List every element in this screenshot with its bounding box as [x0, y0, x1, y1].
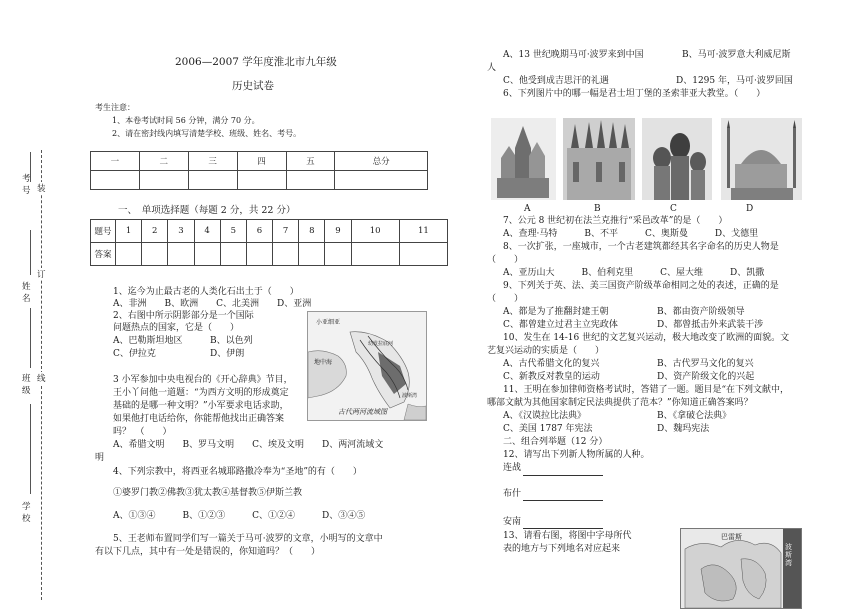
- hagia-sophia-picture: [721, 118, 802, 200]
- score-header: 总分: [335, 152, 428, 171]
- question-4-options: A、①③④ B、①②③ C、①②④ D、③④⑤: [113, 511, 366, 521]
- question-2-line2: 问题热点的国家，它是（ ）: [113, 323, 240, 333]
- question-9-option-b: B、都由资产阶级领导: [657, 307, 745, 317]
- question-8-options: A、亚历山大 B、伯利克里 C、屋大维 D、凯撒: [503, 268, 765, 278]
- answer-cell[interactable]: [351, 243, 399, 266]
- answer-cell[interactable]: [142, 243, 168, 266]
- person-label-annan: 安南: [503, 517, 522, 527]
- score-cell[interactable]: [237, 171, 286, 190]
- question-10-option-d: D、资产阶级文化的兴起: [657, 372, 755, 382]
- answer-cell[interactable]: [116, 243, 142, 266]
- side-label-zhuang: 装: [37, 184, 46, 194]
- answer-blank[interactable]: [523, 500, 603, 501]
- side-label-name: 姓名: [22, 282, 31, 304]
- question-11-line1: 11、王明在参加律师资格考试时，答错了一题。题目是“在下列文献中，: [503, 385, 790, 395]
- question-3-line1: 3 小军参加中央电视台的《开心辞典》节目，: [113, 375, 293, 385]
- side-label-class: 班级: [22, 374, 31, 396]
- question-5-option-d: D、1295 年，马可·波罗回国: [676, 76, 793, 86]
- score-header: 一: [91, 152, 140, 171]
- map-label: 地中海: [314, 359, 333, 366]
- question-11-line2: 哪部文献为其他国家制定民法典提供了范本？”你知道正确答案吗？: [487, 398, 753, 408]
- question-10-option-c: C、新教反对教皇的运动: [503, 372, 600, 382]
- question-1: 1、迄今为止最古老的人类化石出土于（ ）: [113, 287, 299, 297]
- picture-label-c: C: [670, 204, 677, 214]
- europe-map: [680, 528, 802, 609]
- picture-b[interactable]: [563, 118, 635, 200]
- question-11-option-a: A、《汉谟拉比法典》: [503, 411, 587, 421]
- score-header: 四: [237, 152, 286, 171]
- section1-heading: 一、 单项选择题（每题 2 分，共 22 分）: [118, 205, 296, 216]
- question-5-option-c: C、他受到成吉思汗的礼遇: [503, 76, 609, 86]
- answer-cell[interactable]: [168, 243, 194, 266]
- question-number: 7: [273, 220, 299, 243]
- side-label-exam-number: 考号: [22, 174, 31, 196]
- question-4: 4、下列宗教中，将西亚名城耶路撒冷奉为“圣地”的有（ ）: [113, 467, 362, 477]
- cathedral-picture-c: [642, 118, 712, 200]
- question-3-line3: 基础的是哪一种文明？”小军要求电话求助，: [113, 401, 289, 411]
- answer-cell[interactable]: [194, 243, 220, 266]
- question-number: 10: [351, 220, 399, 243]
- side-label-ding: 订: [37, 270, 46, 280]
- map-label: 波斯湾: [785, 543, 792, 568]
- question-3-line4: 如果他打电话给你，你能帮他找出正确答案: [113, 414, 285, 424]
- map-label: 波斯湾: [402, 393, 418, 399]
- question-10-option-b: B、古代罗马文化的复兴: [657, 359, 754, 369]
- map-label: 小亚细亚: [316, 319, 341, 326]
- cathedral-picture-a: [491, 118, 556, 200]
- question-number: 4: [194, 220, 220, 243]
- picture-label-a: A: [524, 204, 531, 214]
- picture-label-b: B: [594, 204, 601, 214]
- question-number: 5: [220, 220, 246, 243]
- question-number: 2: [142, 220, 168, 243]
- question-13-line2: 表的地方与下列地名对应起来: [503, 544, 621, 554]
- score-table: [90, 151, 428, 190]
- question-10-line1: 10、发生在 14-16 世纪的文艺复兴运动，极大地改变了欧洲的面貌。文: [503, 333, 790, 343]
- question-3-options: A、希腊文明 B、罗马文明 C、埃及文明 D、两河流域文: [113, 440, 384, 450]
- picture-d[interactable]: [721, 118, 802, 200]
- cathedral-picture-b: [563, 118, 635, 200]
- score-cell[interactable]: [139, 171, 188, 190]
- answer-cell[interactable]: [299, 243, 325, 266]
- question-11-option-b: B、《拿破仑法典》: [657, 411, 732, 421]
- question-10-option-a: A、古代希腊文化的复兴: [503, 359, 600, 369]
- question-9-option-a: A、都是为了推翻封建王朝: [503, 307, 609, 317]
- question-12: 12、请写出下列新人物所属的人种。: [503, 450, 650, 460]
- question-5-option-a: A、13 世纪晚期马可·波罗来到中国: [503, 50, 644, 60]
- question-2-line1: 2、右图中所示阴影部分是一个国际: [113, 311, 254, 321]
- question-5-line1: 5、王老师布置同学们写一篇关于马可·波罗的文章，小明写的文章中: [113, 534, 383, 544]
- picture-c[interactable]: [642, 118, 712, 200]
- question-8-line2: （ ）: [487, 255, 524, 265]
- question-number: 6: [246, 220, 272, 243]
- question-11-option-c: C、美国 1787 年宪法: [503, 424, 593, 434]
- answer-cell[interactable]: [273, 243, 299, 266]
- question-10-line2: 艺复兴运动的实质是（ ）: [487, 346, 605, 356]
- answer-row-label: 答案: [91, 243, 116, 266]
- question-11-option-d: D、魏玛宪法: [657, 424, 710, 434]
- map-label: 幼发拉底河: [368, 341, 394, 347]
- score-header: 五: [286, 152, 335, 171]
- person-label-lianzhan: 连战: [503, 463, 522, 473]
- question-2-option-b: B、以色列: [210, 336, 253, 346]
- score-cell[interactable]: [91, 171, 140, 190]
- question-number: 9: [325, 220, 351, 243]
- question-number: 3: [168, 220, 194, 243]
- answer-cell[interactable]: [246, 243, 272, 266]
- score-cell[interactable]: [188, 171, 237, 190]
- map-label: 巴雷斯: [721, 533, 742, 541]
- question-9-option-c: C、都曾建立过君主立宪政体: [503, 320, 618, 330]
- question-7: 7、公元 8 世纪初在法兰克推行“采邑改革”的是（ ）: [503, 216, 728, 226]
- notice-1: 1、本卷考试时间 56 分钟，满分 70 分。: [112, 116, 260, 125]
- answer-blank[interactable]: [523, 528, 603, 529]
- question-13-line1: 13、请看右图，将图中字母所代: [503, 531, 632, 541]
- question-3-tail: 明: [95, 453, 105, 463]
- answer-cell[interactable]: [399, 243, 447, 266]
- score-cell[interactable]: [286, 171, 335, 190]
- map-caption: 古代两河流域图: [338, 408, 387, 416]
- score-header: 二: [139, 152, 188, 171]
- question-9-line2: （ ）: [487, 294, 524, 304]
- question-9-line1: 9、下列关于英、法、美三国资产阶级革命相同之处的表述，正确的是: [503, 281, 779, 291]
- question-2-option-d: D、伊朗: [210, 349, 245, 359]
- answer-blank[interactable]: [523, 475, 603, 476]
- person-label-bush: 布什: [503, 489, 522, 499]
- answer-table: [90, 219, 448, 266]
- question-5-line2: 有以下几点，其中有一处是错误的，你知道吗？（ ）: [95, 547, 321, 557]
- question-5-option-b: B、马可·波罗意大利威尼斯: [682, 50, 791, 60]
- section2-heading: 二、组合列举题（12 分）: [503, 437, 608, 447]
- mesopotamia-map: [307, 311, 427, 421]
- score-cell[interactable]: [335, 171, 428, 190]
- question-3-line5: 吗？ （ ）: [113, 427, 172, 437]
- question-number: 1: [116, 220, 142, 243]
- question-2-option-a: A、巴勒斯坦地区: [113, 336, 183, 346]
- question-9-option-d: D、都曾抵击外来武装干涉: [657, 320, 764, 330]
- answer-row-label: 题号: [91, 220, 116, 243]
- answer-cell[interactable]: [325, 243, 351, 266]
- answer-cell[interactable]: [220, 243, 246, 266]
- question-3-line2: 王小丫问他一道题：“为西方文明的形成奠定: [113, 388, 289, 398]
- question-number: 8: [299, 220, 325, 243]
- question-2-option-c: C、伊拉克: [113, 349, 156, 359]
- score-header: 三: [188, 152, 237, 171]
- question-5-option-b-tail: 人: [487, 63, 497, 73]
- side-label-xian: 线: [37, 374, 46, 384]
- side-label-school: 学校: [22, 502, 31, 524]
- notice-2: 2、请在密封线内填写清楚学校、班级、姓名、考号。: [112, 129, 302, 138]
- question-4-items: ①婆罗门教②佛教③犹太教④基督教⑤伊斯兰教: [113, 488, 303, 498]
- exam-subtitle: 历史试卷: [232, 80, 274, 92]
- picture-label-d: D: [746, 204, 754, 214]
- question-8-line1: 8、一次扩张，一座城市，一个古老建筑都经其名字命名的历史人物是: [503, 242, 779, 252]
- question-6: 6、下列图片中的哪一幅是君士坦丁堡的圣索菲亚大教堂。（ ）: [503, 89, 766, 99]
- question-7-options: A、查理·马特 B、不平 C、奥斯曼 D、戈德里: [503, 229, 759, 239]
- question-number: 11: [399, 220, 447, 243]
- notice-heading: 考生注意：: [95, 103, 135, 112]
- question-1-options: A、非洲 B、欧洲 C、北美洲 D、亚洲: [113, 299, 312, 309]
- exam-title: 2006—2007 学年度淮北市九年级: [175, 56, 337, 68]
- picture-a[interactable]: [491, 118, 556, 200]
